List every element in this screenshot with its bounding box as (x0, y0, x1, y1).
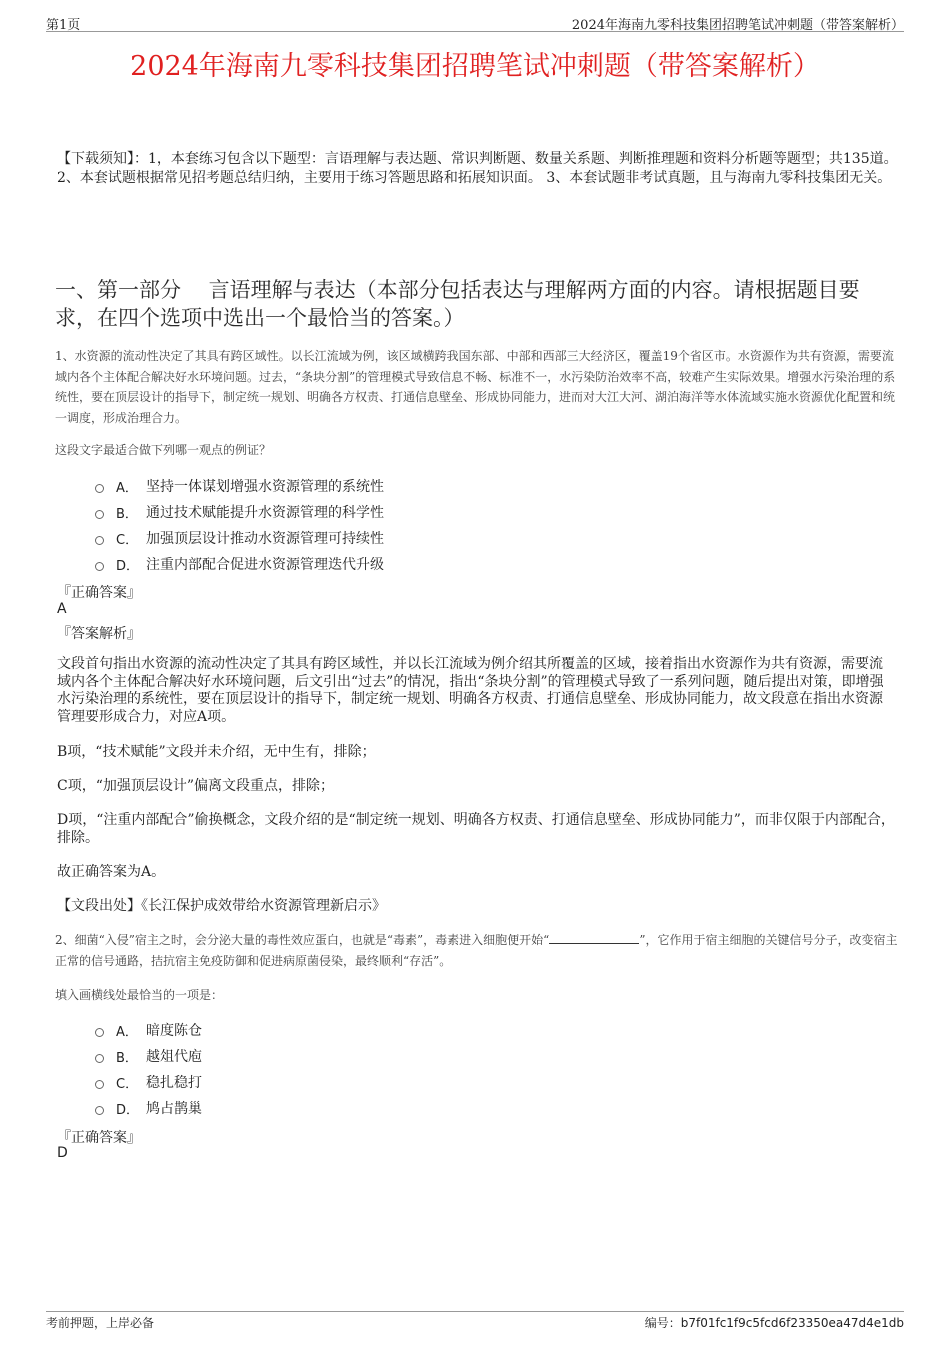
q2-option-c[interactable] (95, 1069, 795, 1095)
page-number: 第1页 (46, 18, 81, 33)
section-heading: 一、第一部分 言语理解与表达（本部分包括表达与理解两方面的内容。请根据题目要求，在四个选项中选出一个最恰当的答案。） (55, 278, 860, 330)
q1-text: 1、水资源的流动性决定了其具有跨区域性。以长江流域为例，该区域横跨我国东部、中部和西部三大经济区，覆盖19个省区市。水资源作为共有资源，需要流域内各个主体配合解决好水环境问题。过去，“条块分割”的管理模式导致信息不畅、标准不一，水污染防治效率不高，较难产生实际效果。增强水污染治理的系统性，要在顶层设计的指导下，制定统一规划、明确各方权责、打通信息壁垒、形成协同能力，进而对大江大河、湖泊海洋等水体流域实施水资源优化配置和统一调度，形成治理合力。 (55, 349, 896, 425)
q1-correct-label: 『正确答案』 (57, 585, 141, 601)
radio-icon[interactable] (95, 536, 104, 545)
footer-slogan: 考前押题，上岸必备 (46, 1316, 155, 1330)
q1-analysis-d: D项，“注重内部配合”偷换概念，文段介绍的是“制定统一规划、明确各方权责、打通信息壁垒、形成协同能力”，而非仅限于内部配合，排除。 (57, 812, 895, 846)
q1-analysis-main: 文段首句指出水资源的流动性决定了其具有跨区域性，并以长江流域为例介绍其所覆盖的区域，接着指出水资源作为共有资源，需要流域内各个主体配合解决好水环境问题，后文引出“过去”的情况，指出“条块分割”的管理模式导致了一系列问题，随后提出对策，即增强水污染治理的系统性，要在顶层设计的指导下，制定统一规划、明确各方权责、打通信息壁垒、形成协同能力，故文段意在指出水资源管理要形成合力，对应A项。 (57, 656, 884, 725)
option-text: 通过技术赋能提升水资源管理的科学性 (146, 505, 384, 521)
q2-text (55, 930, 900, 971)
radio-icon[interactable] (95, 1080, 104, 1089)
q2-options (95, 1017, 795, 1121)
q1-prompt: 这段文字最适合做下列哪一观点的例证？ (55, 443, 272, 457)
radio-icon[interactable] (95, 1054, 104, 1063)
q2-blank (549, 932, 639, 944)
option-key: A． (116, 480, 138, 496)
radio-icon[interactable] (95, 1028, 104, 1037)
footer-id-label: 编号： (644, 1316, 681, 1330)
q1-option-c[interactable] (95, 525, 795, 551)
q1-option-b[interactable] (95, 499, 795, 525)
q2-prompt: 填入画横线处最恰当的一项是： (55, 988, 224, 1002)
q1-analysis-c: C项，“加强顶层设计”偏离文段重点，排除； (57, 778, 335, 794)
q1-option-a[interactable] (95, 473, 795, 499)
header-doc-title: 2024年海南九零科技集团招聘笔试冲刺题（带答案解析） (571, 18, 904, 33)
radio-icon[interactable] (95, 484, 104, 493)
q2-option-a[interactable] (95, 1017, 795, 1043)
option-key: D． (116, 1102, 140, 1118)
option-text: 越俎代庖 (146, 1049, 202, 1065)
q1-analysis-label: 『答案解析』 (57, 626, 141, 642)
q2-correct-label: 『正确答案』 (57, 1130, 141, 1146)
download-notice: 【下载须知】：1，本套练习包含以下题型：言语理解与表达题、常识判断题、数量关系题、判断推理题和资料分析题等题型；共135道。 2、本套试题根据常见招考题总结归纳，主要用于练习答题思路和拓展知识面。 3、本套试题非考试真题，且与海南九零科技集团无关。 (57, 151, 898, 186)
footer-id-code: b7f01fc1f9c5fcd6f23350ea47d4e1db (680, 1316, 904, 1330)
radio-icon[interactable] (95, 510, 104, 519)
option-text: 暗度陈仓 (146, 1023, 202, 1039)
option-key: A． (116, 1024, 138, 1040)
option-key: B． (116, 1050, 138, 1066)
option-key: B． (116, 506, 138, 522)
header-divider (46, 31, 904, 32)
option-text: 鸠占鹊巢 (146, 1101, 202, 1117)
option-text: 加强顶层设计推动水资源管理可持续性 (146, 531, 384, 547)
q1-answer: A (57, 601, 67, 617)
q2-option-d[interactable] (95, 1095, 795, 1121)
q1-conclusion: 故正确答案为A。 (57, 864, 166, 880)
radio-icon[interactable] (95, 562, 104, 571)
option-text: 坚持一体谋划增强水资源管理的系统性 (146, 479, 384, 495)
q1-analysis-b: B项，“技术赋能”文段并未介绍，无中生有，排除； (57, 744, 376, 760)
footer-id (645, 1314, 904, 1331)
q1-option-d[interactable] (95, 551, 795, 577)
q2-text-after: ”，它作用于宿主细胞的关键信号分子，改变宿主正常的信号通路，拮抗宿主免疫防御和促进病原菌侵染，最终顺利“存活”。 (55, 933, 898, 968)
page-title: 2024年海南九零科技集团招聘笔试冲刺题（带答案解析） (130, 51, 820, 82)
q2-option-b[interactable] (95, 1043, 795, 1069)
option-key: C． (116, 532, 139, 548)
radio-icon[interactable] (95, 1106, 104, 1115)
q2-answer: D (57, 1145, 68, 1161)
option-text: 注重内部配合促进水资源管理迭代升级 (146, 557, 384, 573)
footer-divider (46, 1311, 904, 1312)
q1-source: 【文段出处】《长江保护成效带给水资源管理新启示》 (57, 898, 386, 914)
q2-text-before: 2、细菌“入侵”宿主之时，会分泌大量的毒性效应蛋白，也就是“毒素”，毒素进入细胞便开始“ (55, 933, 550, 947)
option-text: 稳扎稳打 (146, 1075, 202, 1091)
option-key: C． (116, 1076, 139, 1092)
q1-options (95, 473, 795, 577)
option-key: D． (116, 558, 140, 574)
